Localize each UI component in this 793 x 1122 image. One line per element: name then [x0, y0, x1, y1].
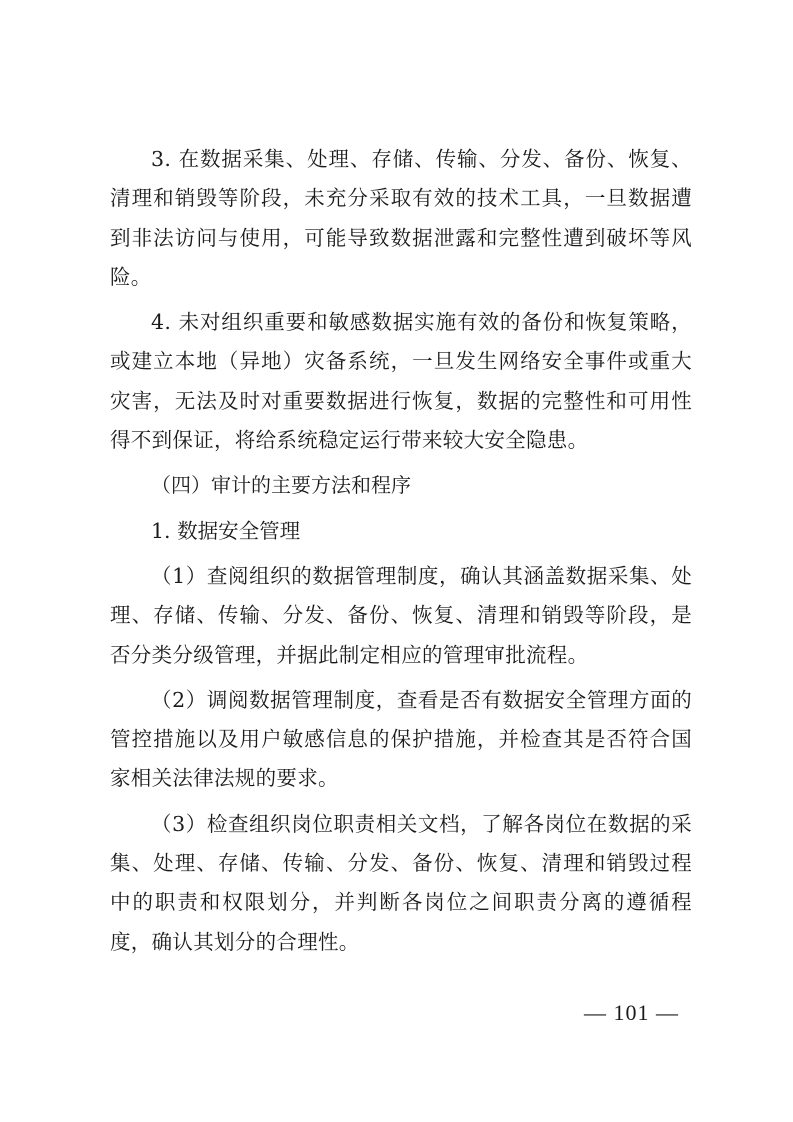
page-number: — 101 — — [584, 1000, 679, 1025]
subsection-heading: 1. 数据安全管理 — [151, 518, 301, 543]
document-body — [110, 140, 692, 962]
list-item-3: （3）检查组织岗位职责相关文档，了解各岗位在数据的采集、处理、存储、传输、分发、备份、恢复、清理和销毁过程中的职责和权限划分，并判断各岗位之间职责分离的遵循程度，确认其划分的合理性。 — [110, 811, 692, 954]
paragraph-risk-4: 4. 未对组织重要和敏感数据实施有效的备份和恢复策略，或建立本地（异地）灾备系统，一旦发生网络安全事件或重大灾害，无法及时对重要数据进行恢复，数据的完整性和可用性得不到保证，将给系统稳定运行带来较大安全隐患。 — [110, 310, 692, 453]
paragraph-risk-3: 3. 在数据采集、处理、存储、传输、分发、备份、恢复、清理和销毁等阶段，未充分采取有效的技术工具，一旦数据遭到非法访问与使用，可能导致数据泄露和完整性遭到破坏等风险。 — [110, 147, 692, 289]
section-heading: （四）审计的主要方法和程序 — [151, 473, 411, 498]
list-item-1: （1）查阅组织的数据管理制度，确认其涵盖数据采集、处理、存储、传输、分发、备份、恢复、清理和销毁等阶段，是否分类分级管理，并据此制定相应的管理审批流程。 — [110, 563, 692, 667]
list-item-2: （2）调阅数据管理制度，查看是否有数据安全管理方面的管控措施以及用户敏感信息的保护措施，并检查其是否符合国家相关法律法规的要求。 — [110, 687, 692, 791]
